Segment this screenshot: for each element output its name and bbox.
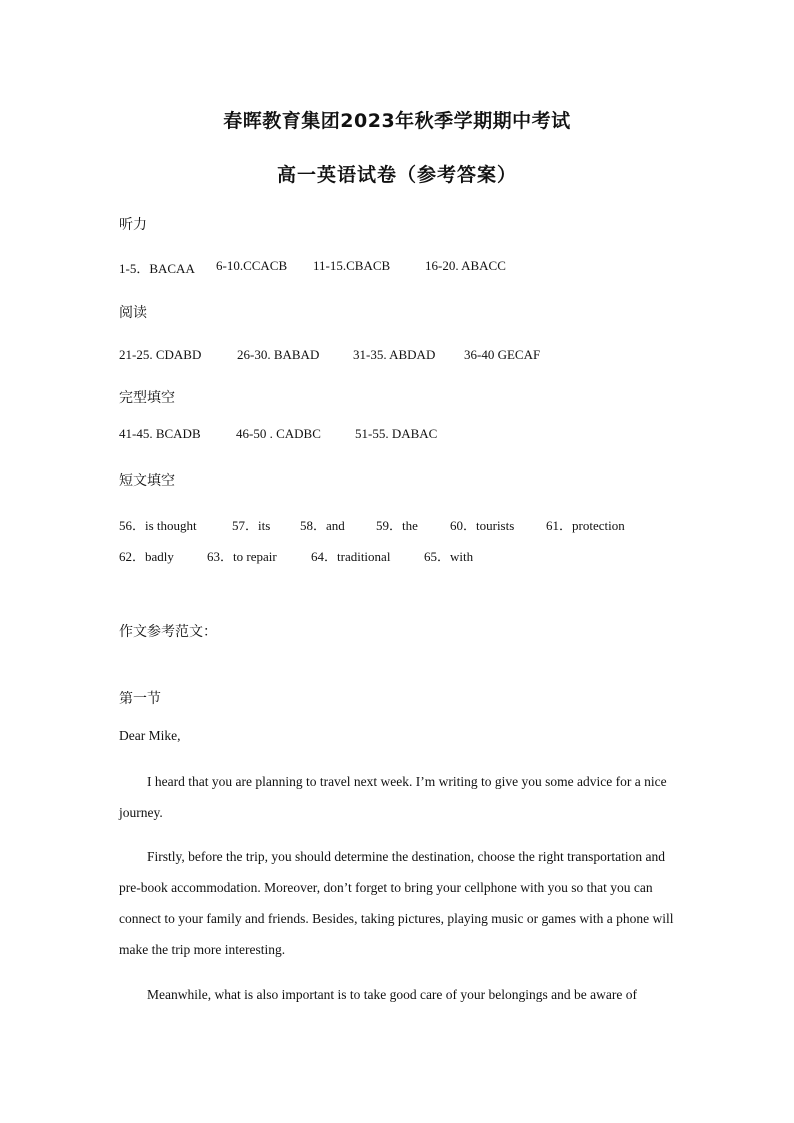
section-label-writing: 作文参考范文： — [119, 624, 217, 640]
answer-item: 59．the — [376, 518, 418, 533]
section-label-listening: 听力 — [119, 217, 147, 233]
answer-item: 65．with — [424, 549, 474, 564]
answer-group: 1-5．BACAA — [119, 261, 195, 276]
answer-item: 63．to repair — [207, 549, 277, 564]
answer-item: 56．is thought — [119, 518, 197, 533]
answer-group: 41-45. BCADB — [119, 426, 201, 441]
answer-item: 60．tourists — [450, 518, 515, 533]
answer-group: 46-50 . CADBC — [236, 426, 321, 441]
answer-group: 16-20. ABACC — [425, 258, 506, 273]
answer-group: 51-55. DABAC — [355, 426, 438, 441]
writing-part-label: 第一节 — [119, 691, 161, 707]
letter-paragraph: Firstly, before the trip, you should determine the destination, choose the right transportation and pre-book accommodation. Moreover, don’t forget to bring your cellphone with you so that you can connect to your family and friends. Besides, taking pictures, playing music or games with a phone will make the trip more interesting. — [119, 849, 674, 957]
section-label-grammar-fill: 短文填空 — [119, 473, 175, 489]
answer-item: 57．its — [232, 518, 271, 533]
answer-item: 62．badly — [119, 549, 174, 564]
letter-greeting: Dear Mike, — [119, 728, 181, 743]
answer-group: 31-35. ABDAD — [353, 347, 436, 362]
section-label-reading: 阅读 — [119, 305, 147, 321]
answer-item: 64．traditional — [311, 549, 391, 564]
answer-group: 11-15.CBACB — [313, 258, 391, 273]
answer-group: 36-40 GECAF — [464, 347, 541, 362]
answer-item: 61．protection — [546, 518, 625, 533]
exam-subtitle: 高一英语试卷（参考答案） — [276, 164, 517, 186]
letter-paragraph: Meanwhile, what is also important is to take good care of your belongings and be aware of — [147, 987, 637, 1002]
exam-title: 春晖教育集团2023年秋季学期期中考试 — [223, 110, 571, 132]
section-label-cloze: 完型填空 — [119, 390, 175, 406]
answer-group: 21-25. CDABD — [119, 347, 202, 362]
letter-paragraph: I heard that you are planning to travel next week. I’m writing to give you some advice for a nice journey. — [119, 774, 667, 820]
answer-item: 58．and — [300, 518, 345, 533]
answer-group: 6-10.CCACB — [216, 258, 288, 273]
answer-group: 26-30. BABAD — [237, 347, 320, 362]
